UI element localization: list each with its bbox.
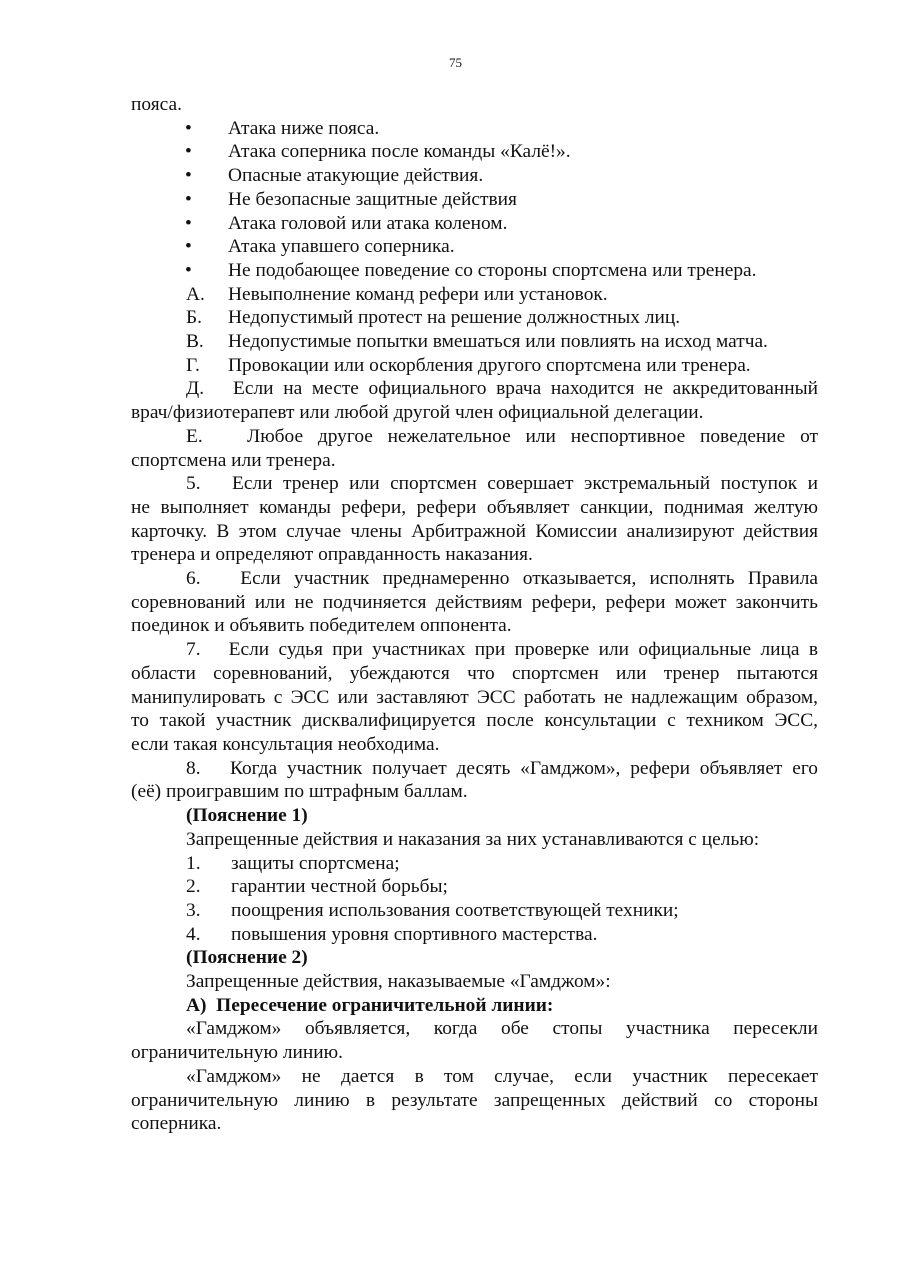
- bullet-marker: •: [185, 259, 192, 281]
- bullet-marker: •: [185, 117, 192, 139]
- text-line: 6. Если участник преднамеренно отказывается, исполнять Правила: [186, 568, 818, 590]
- text-line: поединок и объявить победителем оппонента.: [131, 615, 512, 637]
- numbered-item: [131, 875, 818, 899]
- page-number: 75: [449, 55, 462, 70]
- bullet-item: [131, 140, 818, 164]
- bullet-item: [131, 164, 818, 188]
- item-marker: 3.: [186, 899, 201, 921]
- item-text: повышения уровня спортивного мастерства.: [231, 923, 598, 945]
- numbered-item: [131, 899, 818, 923]
- item-marker: А.: [186, 283, 205, 305]
- text-line: если такая консультация необходима.: [131, 733, 440, 755]
- item-text: Провокации или оскорбления другого спортсмена или тренера.: [228, 354, 751, 376]
- item-marker: Б.: [186, 307, 202, 329]
- bullet-marker: •: [185, 141, 192, 163]
- text-line: пояса.: [131, 94, 182, 115]
- bullet-item: [131, 259, 818, 283]
- bullet-marker: •: [185, 188, 192, 210]
- text-line: 8. Когда участник получает десять «Гамджом», рефери объявляет его: [186, 757, 818, 779]
- text-line: 5. Если тренер или спортсмен совершает экстремальный поступок и: [186, 473, 818, 495]
- body-text: [131, 93, 818, 1136]
- text-line: не выполняет команды рефери, рефери объявляет санкции, поднимая желтую: [131, 496, 818, 518]
- text-line: манипулировать с ЭСС или заставляют ЭСС работать не надлежащим образом,: [131, 686, 818, 708]
- item-marker: Г.: [186, 354, 200, 376]
- text-line: то такой участник дисквалифицируется после консультации с техником ЭСС,: [131, 710, 818, 732]
- lettered-item: [131, 283, 818, 307]
- text-line: «Гамджом» не дается в том случае, если участник пересекает: [186, 1065, 818, 1087]
- bullet-text: Атака соперника после команды «Калё!».: [228, 141, 571, 163]
- bullet-item: [131, 188, 818, 212]
- bullet-item: [131, 235, 818, 259]
- item-text: Недопустимые попытки вмешаться или повлиять на исход матча.: [228, 331, 768, 353]
- text-line: области соревнований, убеждаются что спортсмен или тренер пытаются: [131, 662, 818, 684]
- item-text: поощрения использования соответствующей техники;: [231, 899, 679, 921]
- bullet-text: Атака головой или атака коленом.: [228, 212, 508, 234]
- text-line: ограничительную линию в результате запрещенных действий со стороны: [131, 1089, 818, 1111]
- text-line: «Гамджом» объявляется, когда обе стопы участника пересекли: [186, 1018, 818, 1040]
- text-line: (её) проигравшим по штрафным баллам.: [131, 781, 468, 803]
- section-heading: (Пояснение 2): [186, 947, 308, 969]
- lettered-item: [131, 306, 818, 330]
- item-marker: В.: [186, 331, 204, 353]
- bullet-item: [131, 117, 818, 141]
- text-line: ограничительную линию.: [131, 1042, 343, 1064]
- numbered-item: [131, 923, 818, 947]
- text-line: 7. Если судья при участниках при проверке или официальные лица в: [186, 639, 818, 661]
- text-line: врач/физиотерапевт или любой другой член официальной делегации.: [131, 402, 704, 424]
- item-marker: 4.: [186, 923, 201, 945]
- bullet-text: Не подобающее поведение со стороны спортсмена или тренера.: [228, 259, 757, 281]
- bullet-text: Опасные атакующие действия.: [228, 165, 484, 187]
- text-line: тренера и определяют оправданность наказания.: [131, 544, 533, 566]
- numbered-item: [131, 852, 818, 876]
- text-line: соревнований или не подчиняется действиям рефери, рефери может закончить: [131, 591, 818, 613]
- bullet-marker: •: [185, 236, 192, 258]
- text-line: спортсмена или тренера.: [131, 449, 336, 471]
- text-line: Запрещенные действия и наказания за них устанавливаются с целью:: [186, 828, 760, 850]
- bullet-text: Атака ниже пояса.: [228, 117, 380, 139]
- item-marker: 1.: [186, 852, 201, 874]
- text-line: карточку. В этом случае члены Арбитражной Комиссии анализируют действия: [131, 520, 818, 542]
- item-text: гарантии честной борьбы;: [231, 876, 448, 898]
- item-text: защиты спортсмена;: [231, 852, 400, 874]
- lettered-item: [131, 354, 818, 378]
- item-marker: 2.: [186, 876, 201, 898]
- subsection-heading: А) Пересечение ограничительной линии:: [186, 994, 554, 1016]
- bullet-marker: •: [185, 212, 192, 234]
- text-line: Д. Если на месте официального врача находится не аккредитованный: [186, 378, 818, 400]
- text-line: Е. Любое другое нежелательное или неспортивное поведение от: [186, 425, 818, 447]
- item-text: Невыполнение команд рефери или установок.: [228, 283, 608, 305]
- item-text: Недопустимый протест на решение должностных лиц.: [228, 307, 681, 329]
- lettered-item: [131, 330, 818, 354]
- bullet-marker: •: [185, 165, 192, 187]
- bullet-text: Атака упавшего соперника.: [228, 236, 455, 258]
- bullet-text: Не безопасные защитные действия: [228, 188, 517, 210]
- text-line: Запрещенные действия, наказываемые «Гамджом»:: [186, 971, 611, 993]
- section-heading: (Пояснение 1): [186, 805, 308, 827]
- text-line: соперника.: [131, 1113, 222, 1135]
- bullet-item: [131, 212, 818, 236]
